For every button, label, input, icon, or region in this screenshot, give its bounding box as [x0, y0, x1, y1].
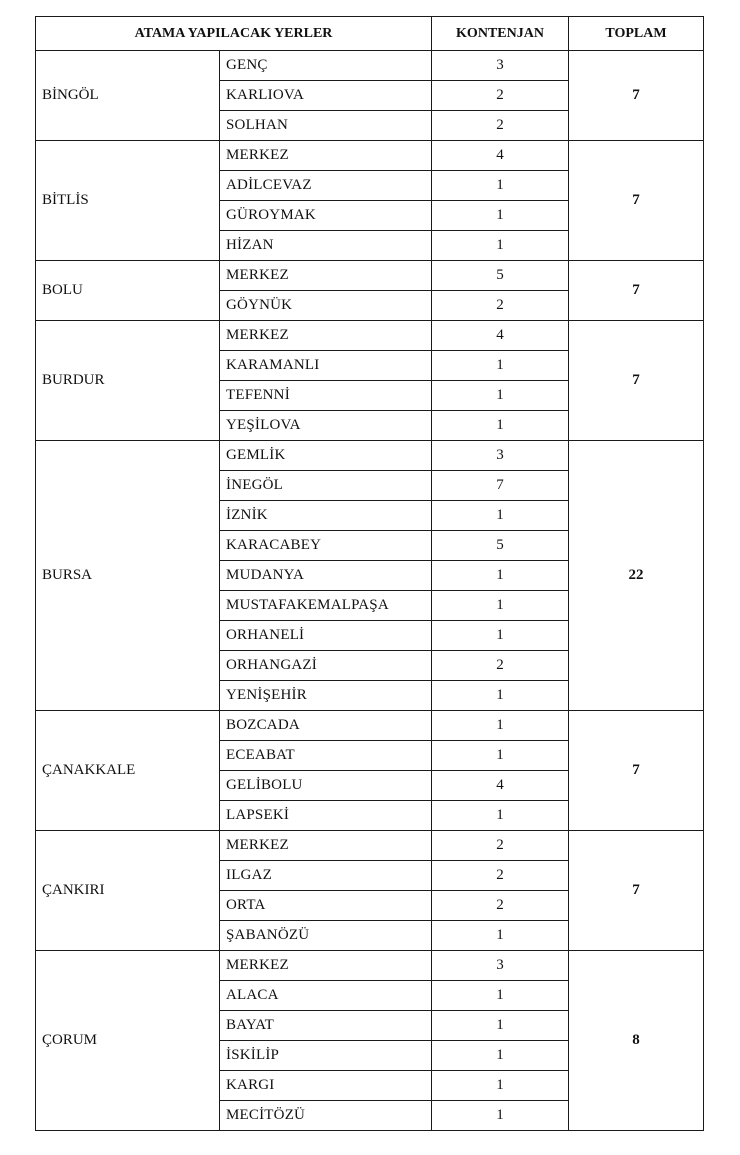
district-name: KARLIOVA: [220, 81, 432, 111]
district-name: ILGAZ: [220, 861, 432, 891]
district-name: MERKEZ: [220, 261, 432, 291]
assignment-table: [35, 16, 704, 1131]
province-total: 7: [569, 51, 704, 141]
district-quota: 1: [432, 411, 569, 441]
district-name: GÜROYMAK: [220, 201, 432, 231]
district-quota: 3: [432, 51, 569, 81]
province-name: BURSA: [36, 441, 220, 711]
district-name: KARACABEY: [220, 531, 432, 561]
province-name: BURDUR: [36, 321, 220, 441]
district-quota: 2: [432, 291, 569, 321]
district-name: MUSTAFAKEMALPAŞA: [220, 591, 432, 621]
province-name: ÇANKIRI: [36, 831, 220, 951]
district-quota: 2: [432, 831, 569, 861]
table-row: [36, 261, 704, 291]
province-total: 7: [569, 711, 704, 831]
province-name: BİNGÖL: [36, 51, 220, 141]
district-quota: 1: [432, 561, 569, 591]
district-name: MERKEZ: [220, 321, 432, 351]
table-row: [36, 321, 704, 351]
district-name: TEFENNİ: [220, 381, 432, 411]
district-quota: 1: [432, 1101, 569, 1131]
district-name: GEMLİK: [220, 441, 432, 471]
table-row: [36, 141, 704, 171]
district-quota: 3: [432, 951, 569, 981]
district-name: GELİBOLU: [220, 771, 432, 801]
district-quota: 3: [432, 441, 569, 471]
district-name: BOZCADA: [220, 711, 432, 741]
district-quota: 4: [432, 321, 569, 351]
district-name: MERKEZ: [220, 831, 432, 861]
district-quota: 1: [432, 501, 569, 531]
province-total: 22: [569, 441, 704, 711]
table-row: [36, 831, 704, 861]
district-quota: 1: [432, 801, 569, 831]
district-name: ECEABAT: [220, 741, 432, 771]
district-name: MUDANYA: [220, 561, 432, 591]
district-name: İNEGÖL: [220, 471, 432, 501]
district-name: GENÇ: [220, 51, 432, 81]
district-name: ORTA: [220, 891, 432, 921]
table-header: [36, 17, 704, 51]
table-row: [36, 711, 704, 741]
district-name: BAYAT: [220, 1011, 432, 1041]
province-total: 7: [569, 831, 704, 951]
province-total: 7: [569, 321, 704, 441]
district-quota: 4: [432, 141, 569, 171]
district-quota: 5: [432, 531, 569, 561]
district-quota: 1: [432, 1041, 569, 1071]
district-quota: 1: [432, 1011, 569, 1041]
district-name: LAPSEKİ: [220, 801, 432, 831]
district-name: ŞABANÖZÜ: [220, 921, 432, 951]
district-quota: 1: [432, 381, 569, 411]
district-quota: 2: [432, 81, 569, 111]
header-quota: KONTENJAN: [432, 17, 569, 51]
district-quota: 1: [432, 741, 569, 771]
district-quota: 7: [432, 471, 569, 501]
district-name: ALACA: [220, 981, 432, 1011]
province-name: BOLU: [36, 261, 220, 321]
district-quota: 1: [432, 171, 569, 201]
province-total: 7: [569, 261, 704, 321]
district-quota: 2: [432, 651, 569, 681]
district-quota: 1: [432, 201, 569, 231]
province-name: ÇORUM: [36, 951, 220, 1131]
district-name: KARAMANLI: [220, 351, 432, 381]
header-row: [36, 17, 704, 51]
district-quota: 1: [432, 351, 569, 381]
province-name: ÇANAKKALE: [36, 711, 220, 831]
district-quota: 2: [432, 891, 569, 921]
district-quota: 1: [432, 711, 569, 741]
district-name: YENİŞEHİR: [220, 681, 432, 711]
district-quota: 2: [432, 111, 569, 141]
district-name: KARGI: [220, 1071, 432, 1101]
district-name: ORHANELİ: [220, 621, 432, 651]
header-place: ATAMA YAPILACAK YERLER: [36, 17, 432, 51]
district-name: ADİLCEVAZ: [220, 171, 432, 201]
table-row: [36, 441, 704, 471]
district-name: MERKEZ: [220, 141, 432, 171]
district-quota: 1: [432, 921, 569, 951]
district-quota: 1: [432, 681, 569, 711]
district-name: ORHANGAZİ: [220, 651, 432, 681]
district-name: MERKEZ: [220, 951, 432, 981]
district-name: İZNİK: [220, 501, 432, 531]
district-quota: 1: [432, 591, 569, 621]
district-name: İSKİLİP: [220, 1041, 432, 1071]
header-total: TOPLAM: [569, 17, 704, 51]
province-total: 8: [569, 951, 704, 1131]
table-row: [36, 51, 704, 81]
district-name: GÖYNÜK: [220, 291, 432, 321]
district-quota: 2: [432, 861, 569, 891]
district-quota: 5: [432, 261, 569, 291]
assignment-table-container: [35, 16, 703, 1131]
district-quota: 1: [432, 1071, 569, 1101]
district-quota: 4: [432, 771, 569, 801]
district-name: YEŞİLOVA: [220, 411, 432, 441]
district-quota: 1: [432, 621, 569, 651]
district-quota: 1: [432, 231, 569, 261]
district-quota: 1: [432, 981, 569, 1011]
province-name: BİTLİS: [36, 141, 220, 261]
province-total: 7: [569, 141, 704, 261]
district-name: HİZAN: [220, 231, 432, 261]
table-row: [36, 951, 704, 981]
table-body: [36, 51, 704, 1131]
district-name: SOLHAN: [220, 111, 432, 141]
district-name: MECİTÖZÜ: [220, 1101, 432, 1131]
